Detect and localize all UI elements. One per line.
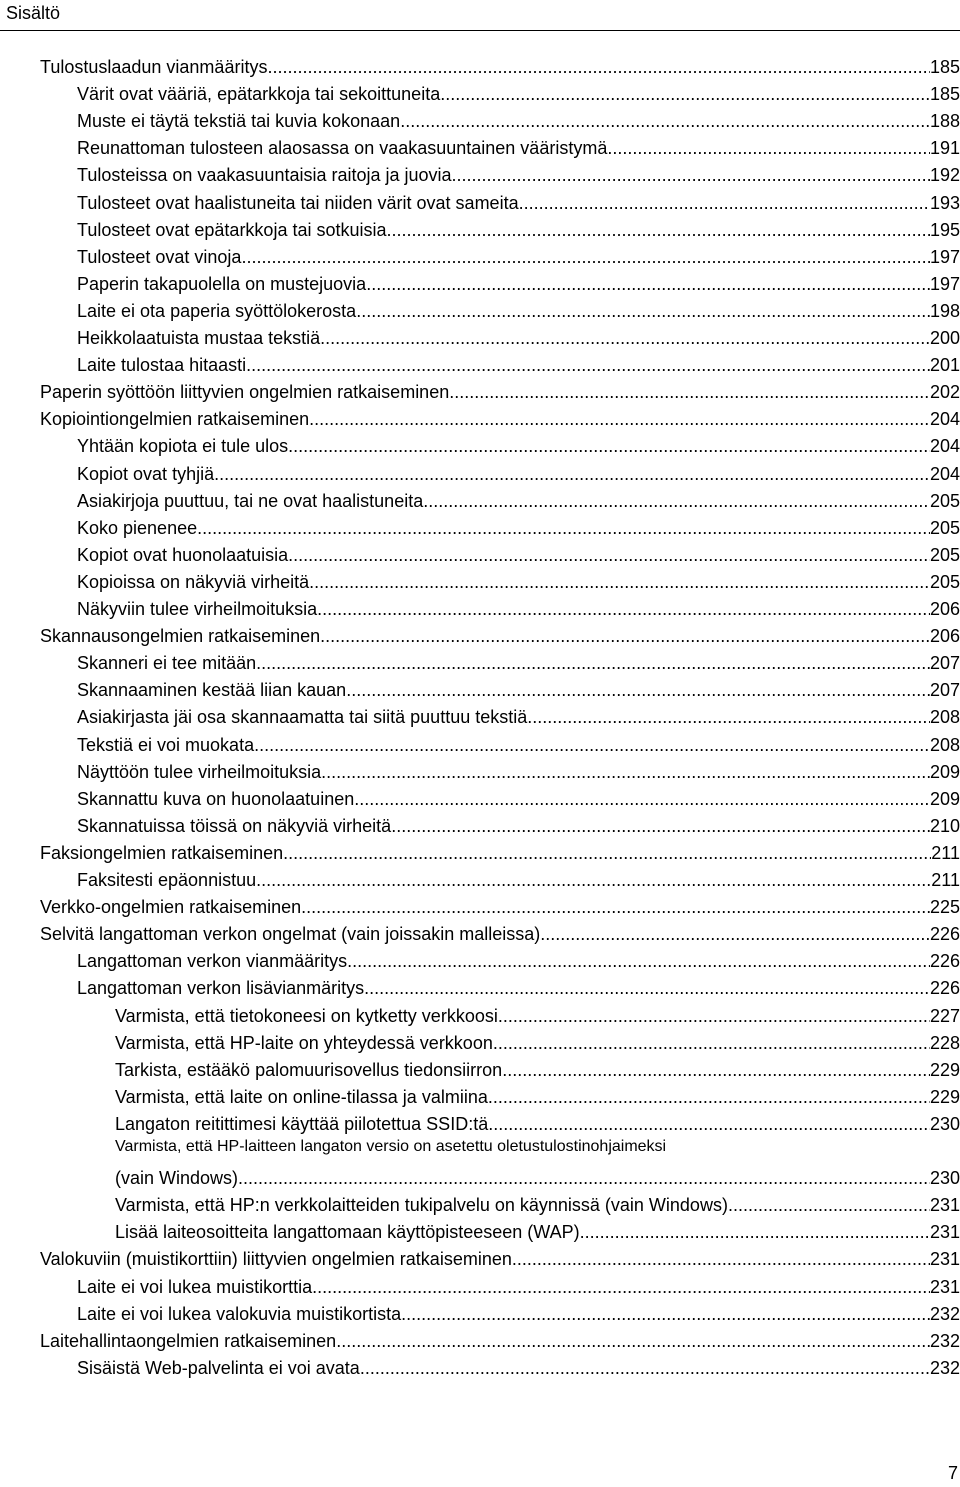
toc-entry-page: 185 (929, 84, 960, 105)
page-header (0, 0, 960, 31)
dot-leader (452, 162, 930, 189)
toc-entry-page: 230 (929, 1168, 960, 1189)
toc-entry-page: 211 (931, 842, 960, 863)
dot-leader (387, 217, 930, 244)
toc-entry-page: 202 (929, 382, 960, 403)
toc-entry-page: 226 (929, 978, 960, 999)
toc-entry-label: Yhtään kopiota ei tule ulos (77, 436, 289, 457)
toc-entry-label: Tulosteissa on vaakasuuntaisia raitoja ja juovia (77, 165, 452, 186)
dot-leader (519, 190, 930, 217)
toc-entry-label: Kopiot ovat tyhjiä (77, 463, 215, 484)
toc-entry-page: 210 (929, 815, 960, 836)
toc-entry-page: 204 (929, 436, 960, 457)
toc-entry-label: Sisäistä Web-palvelinta ei voi avata (77, 1357, 360, 1378)
dot-leader (238, 1165, 930, 1192)
toc-entry-label: Laite ei ota paperia syöttölokerosta (77, 300, 357, 321)
toc-entry-label: Reunattoman tulosteen alaosassa on vaakasuuntainen vääristymä (77, 138, 608, 159)
dot-leader (309, 569, 930, 596)
toc-entry-label: Selvitä langattoman verkon ongelmat (vain joissakin malleissa) (40, 924, 541, 945)
dot-leader (321, 759, 930, 786)
dot-leader (449, 379, 930, 406)
dot-leader (488, 1111, 930, 1138)
toc-entry-page: 226 (929, 924, 960, 945)
dot-leader (309, 406, 930, 433)
dot-leader (267, 54, 930, 81)
dot-leader (246, 352, 930, 379)
dot-leader (527, 704, 930, 731)
toc-entry-page: 209 (929, 788, 960, 809)
toc-entry-page: 229 (929, 1086, 960, 1107)
toc-entry-page: 231 (929, 1222, 960, 1243)
toc-entry-label: Värit ovat vääriä, epätarkkoja tai sekoittuneita (77, 84, 441, 105)
toc-entry-label: Kopioissa on näkyviä virheitä (77, 571, 310, 592)
toc-entry-label: Faksitesti epäonnistuu (77, 870, 257, 890)
dot-leader (320, 623, 930, 650)
dot-leader (498, 1003, 930, 1030)
dot-leader (423, 488, 930, 515)
toc-entry-page: 230 (929, 1113, 960, 1134)
dot-leader (256, 867, 931, 894)
dot-leader (366, 271, 930, 298)
toc-entry-label: Tulostuslaadun vianmääritys (40, 57, 268, 77)
toc-entry-label: Paperin takapuolella on mustejuovia (77, 273, 367, 294)
dot-leader (214, 461, 930, 488)
toc-entry-page: 227 (929, 1005, 960, 1026)
toc-entry-label: Skannatuissa töissä on näkyviä virheitä (77, 815, 392, 836)
toc-entry-label: Skannattu kuva on huonolaatuinen (77, 788, 355, 809)
toc-entry-page: 206 (929, 599, 960, 619)
toc-entry-page: 232 (929, 1330, 960, 1351)
toc-entry-page: 205 (929, 544, 960, 565)
dot-leader (440, 81, 930, 108)
dot-leader (312, 1274, 930, 1301)
dot-leader (317, 596, 930, 623)
dot-leader (347, 948, 930, 975)
toc-entry-label: Asiakirjasta jäi osa skannaamatta tai siitä puuttuu tekstiä (77, 707, 528, 728)
toc-entry-label: Tekstiä ei voi muokata (77, 734, 255, 755)
toc-entry-page: 225 (929, 897, 960, 918)
toc-entry-page: 206 (929, 626, 960, 647)
toc-entry-page: 204 (929, 409, 960, 430)
dot-leader (512, 1246, 930, 1273)
toc-entry-page: 209 (929, 761, 960, 782)
toc-entry-page: 231 (929, 1276, 960, 1297)
toc-entry-label: Tulosteet ovat epätarkkoja tai sotkuisia (77, 219, 387, 240)
dot-leader (354, 786, 930, 813)
dot-leader (488, 1084, 930, 1111)
toc-entry-page: 200 (929, 328, 960, 348)
dot-leader (197, 515, 930, 542)
toc-entry-page: 205 (929, 490, 960, 511)
toc-entry-label: Skanneri ei tee mitään (77, 653, 257, 674)
toc-entry-page: 205 (929, 517, 960, 538)
toc-entry-page: 231 (929, 1195, 960, 1216)
dot-leader (502, 1057, 930, 1084)
toc-entry-label: Lisää laiteosoitteita langattomaan käyttöpisteeseen (WAP) (115, 1222, 580, 1243)
dot-leader (391, 813, 930, 840)
toc-entry-page: 185 (929, 57, 960, 77)
toc-entry-page: 208 (929, 734, 960, 755)
toc-entry-label: Laite ei voi lukea valokuvia muistikortista (77, 1303, 402, 1324)
toc-entry-label: Laite tulostaa hitaasti (77, 355, 247, 376)
toc-entry-label: Valokuviin (muistikorttiin) liittyvien ongelmien ratkaiseminen (40, 1249, 512, 1270)
dot-leader (580, 1219, 930, 1246)
dot-leader (336, 1328, 930, 1355)
toc-entry-page: 228 (929, 1032, 960, 1053)
toc-entry-page: 204 (929, 463, 960, 484)
toc-entry-page: 207 (929, 680, 960, 701)
toc-entry-page: 192 (929, 165, 960, 186)
toc-entry-label: Näyttöön tulee virheilmoituksia (77, 761, 322, 782)
toc-entry-label: Tulosteet ovat vinoja (77, 246, 242, 267)
toc-entry-label-line: Varmista, että HP-laitteen langaton versio on asetettu oletustulostinohjaimeksi (115, 1138, 667, 1155)
toc-entry-page: 211 (931, 870, 960, 890)
dot-leader (254, 732, 930, 759)
toc-entry-label: Skannausongelmien ratkaiseminen (40, 626, 321, 647)
toc-entry-page: 188 (929, 111, 960, 132)
dot-leader (346, 677, 930, 704)
toc-entry-label: Varmista, että tietokoneesi on kytketty verkkoosi (115, 1005, 498, 1026)
toc-entry-page: 226 (929, 951, 960, 972)
dot-leader (283, 840, 931, 867)
toc-entry-label: Näkyviin tulee virheilmoituksia (77, 599, 318, 619)
dot-leader (493, 1030, 930, 1057)
toc-entry-label: Langattoman verkon vianmääritys (77, 951, 348, 972)
toc-entry-page: 232 (929, 1303, 960, 1324)
toc-entry-label: Skannaaminen kestää liian kauan (77, 680, 347, 701)
toc-entry-page: 231 (929, 1249, 960, 1270)
toc-entry-page: 198 (929, 300, 960, 321)
toc-entry-label: Faksiongelmien ratkaiseminen (40, 842, 284, 863)
dot-leader (607, 135, 930, 162)
dot-leader (241, 244, 930, 271)
dot-leader (364, 975, 930, 1002)
toc-entry-label: Koko pienenee (77, 517, 198, 538)
toc-entry-label: Kopiot ovat huonolaatuisia (77, 544, 289, 565)
toc-entry-label: Tulosteet ovat haalistuneita tai niiden värit ovat sameita (77, 192, 519, 213)
dot-leader (401, 1301, 930, 1328)
section-title: Sisältö (6, 3, 61, 23)
toc-entry-page: 205 (929, 571, 960, 592)
dot-leader (288, 542, 930, 569)
toc-entry-label: Varmista, että HP-laite on yhteydessä verkkoon (115, 1032, 493, 1053)
toc-entry-page: 195 (929, 219, 960, 240)
toc-entry-page: 208 (929, 707, 960, 728)
toc-entry-label: Laite ei voi lukea muistikorttia (77, 1276, 313, 1297)
toc-entry-label: Paperin syöttöön liittyvien ongelmien ratkaiseminen (40, 382, 450, 403)
toc-entry-label: Langaton reitittimesi käyttää piilotettua SSID:tä (115, 1113, 489, 1134)
toc-entry-page: 207 (929, 653, 960, 674)
dot-leader (301, 894, 930, 921)
toc-entry-label: Varmista, että laite on online-tilassa ja valmiina (115, 1086, 488, 1107)
dot-leader (356, 298, 930, 325)
dot-leader (288, 433, 930, 460)
dot-leader (540, 921, 930, 948)
toc-entry-label: Langattoman verkon lisävianmäritys (77, 978, 365, 999)
toc-entry-page: 229 (929, 1059, 960, 1080)
toc-entry-label: (vain Windows) (115, 1168, 239, 1189)
dot-leader (320, 325, 930, 352)
toc-entry-label: Laitehallintaongelmien ratkaiseminen (40, 1330, 337, 1351)
toc-entry-label: Heikkolaatuista mustaa tekstiä (77, 328, 321, 348)
dot-leader (256, 650, 930, 677)
toc-entry-page: 191 (929, 138, 960, 159)
toc-entry-page: 232 (929, 1357, 960, 1378)
toc-entry-label: Tarkista, estääkö palomuurisovellus tiedonsiirron (115, 1059, 503, 1080)
toc-entry-page: 201 (929, 355, 960, 376)
toc-entry-label: Varmista, että HP:n verkkolaitteiden tukipalvelu on käynnissä (vain Windows) (115, 1195, 728, 1216)
toc-entry-label: Asiakirjoja puuttuu, tai ne ovat haalistuneita (77, 490, 424, 511)
toc-entry-page: 197 (929, 273, 960, 294)
toc-entry-page: 193 (929, 192, 960, 213)
dot-leader (360, 1355, 930, 1382)
dot-leader (728, 1192, 930, 1219)
toc-entry-label: Verkko-ongelmien ratkaiseminen (40, 897, 302, 918)
toc-entry-label: Kopiointiongelmien ratkaiseminen (40, 409, 310, 430)
dot-leader (400, 108, 930, 135)
toc-entry-page: 197 (929, 246, 960, 267)
toc-entry-label: Muste ei täytä tekstiä tai kuvia kokonaan (77, 111, 401, 132)
page-number: 7 (947, 1463, 958, 1483)
